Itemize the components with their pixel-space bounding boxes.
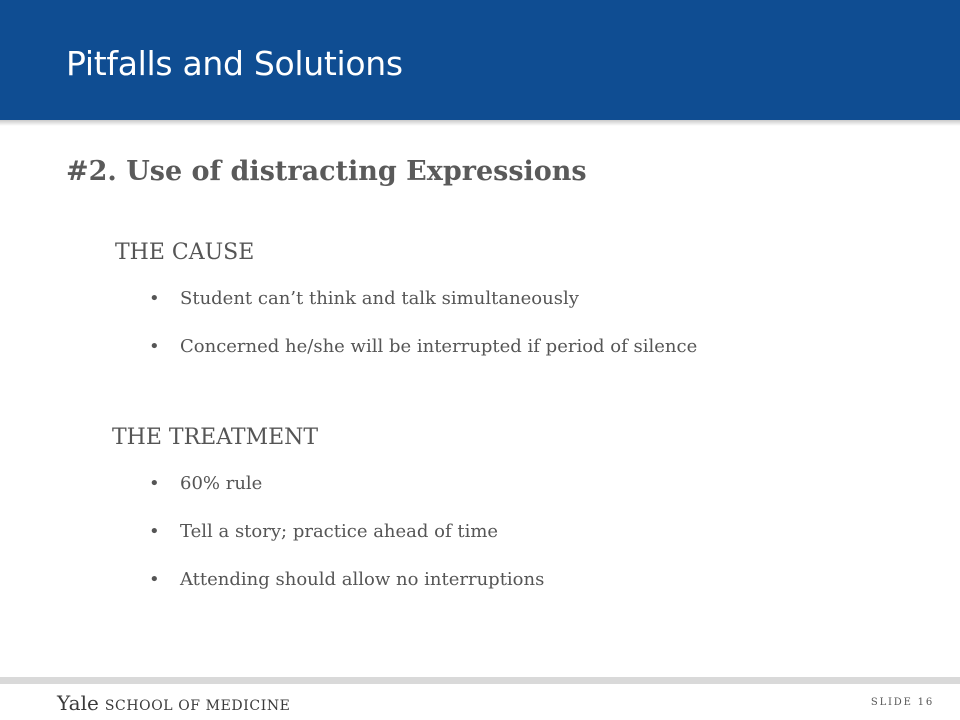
bullet-icon: •	[149, 473, 160, 494]
treatment-heading: THE TREATMENT	[112, 425, 319, 450]
list-item	[149, 568, 544, 592]
slide-title: Pitfalls and Solutions	[66, 44, 403, 83]
slide-label: SLIDE	[870, 697, 913, 708]
bullet-icon: •	[149, 521, 160, 542]
list-item	[149, 287, 697, 311]
list-item-text: Tell a story; practice ahead of time	[180, 521, 499, 542]
header-shadow	[0, 120, 960, 126]
list-item-text: 60% rule	[180, 473, 263, 494]
list-item-text: Concerned he/she will be interrupted if period of silence	[180, 336, 698, 357]
logo-yale-text: Yale	[57, 691, 99, 715]
bullet-icon: •	[149, 336, 160, 357]
list-item-text: Student can’t think and talk simultaneously	[180, 288, 579, 309]
list-item-text: Attending should allow no interruptions	[180, 569, 545, 590]
list-item	[149, 472, 544, 496]
list-item	[149, 335, 697, 359]
treatment-list	[149, 472, 544, 616]
bullet-icon: •	[149, 288, 160, 309]
slide-subtitle: #2. Use of distracting Expressions	[66, 156, 587, 187]
cause-list	[149, 287, 697, 383]
yale-logo	[57, 691, 291, 715]
slide-number	[871, 697, 934, 708]
list-item	[149, 520, 544, 544]
header-bar	[0, 0, 960, 120]
logo-school-text: SCHOOL OF MEDICINE	[104, 698, 291, 714]
footer-bar	[0, 677, 960, 684]
slide-number-value: 16	[917, 697, 934, 708]
bullet-icon: •	[149, 569, 160, 590]
cause-heading: THE CAUSE	[115, 240, 255, 265]
